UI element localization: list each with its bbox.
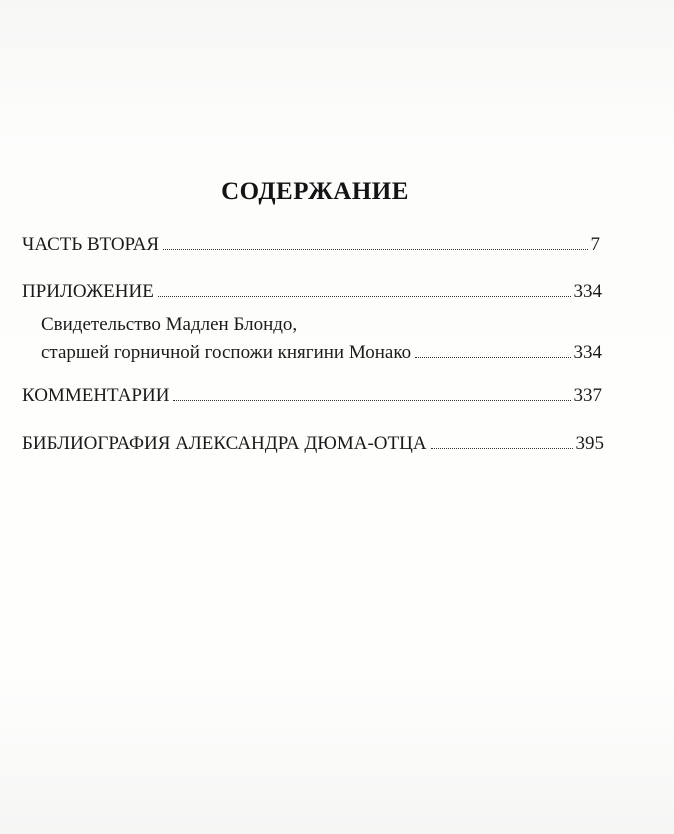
toc-entry-label: БИБЛИОГРАФИЯ АЛЕКСАНДРА ДЮМА-ОТЦА xyxy=(22,433,427,454)
toc-entry-part-two xyxy=(22,234,600,256)
dot-leader xyxy=(163,249,587,250)
toc-entry-comments xyxy=(22,385,602,407)
toc-subentry-line-1: Свидетельство Мадлен Блондо, xyxy=(41,314,298,335)
dot-leader xyxy=(173,400,570,401)
toc-title: СОДЕРЖАНИЕ xyxy=(221,178,409,205)
toc-entry-page: 7 xyxy=(590,234,600,255)
dot-leader xyxy=(431,448,573,449)
toc-subentry-page: 334 xyxy=(573,342,602,363)
toc-entry-appendix xyxy=(22,281,602,303)
toc-subentry-line-2 xyxy=(41,342,602,364)
toc-entry-label: ПРИЛОЖЕНИЕ xyxy=(22,281,154,302)
dot-leader xyxy=(158,296,571,297)
toc-subentry-label: старшей горничной госпожи княгини Монако xyxy=(41,342,412,363)
toc-entry-label: КОММЕНТАРИИ xyxy=(22,385,170,406)
dot-leader xyxy=(415,357,570,358)
toc-entry-bibliography xyxy=(22,433,604,455)
toc-entry-page: 337 xyxy=(573,385,602,406)
toc-entry-page: 334 xyxy=(573,281,602,302)
toc-entry-label: ЧАСТЬ ВТОРАЯ xyxy=(22,234,160,255)
toc-entry-page: 395 xyxy=(575,433,604,454)
